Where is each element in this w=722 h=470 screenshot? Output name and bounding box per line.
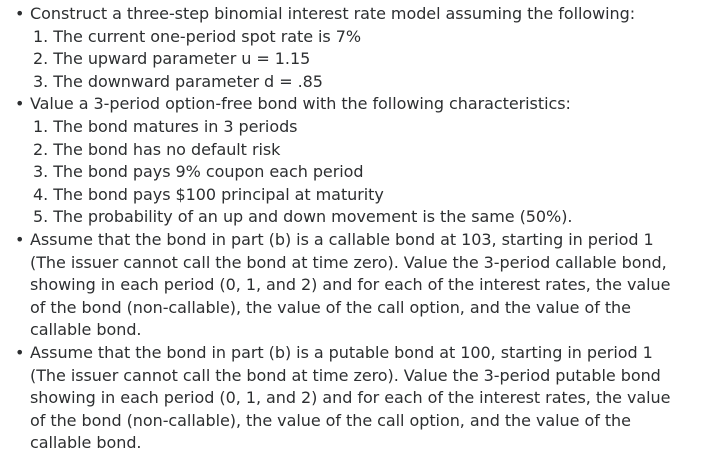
- bond-characteristics-list: [30, 116, 722, 229]
- bullet-text-line: showing in each period (0, 1, and 2) and for each of the interest rates, the value: [30, 388, 671, 408]
- bullet-text-line: callable bond.: [30, 433, 142, 453]
- question-list: [10, 3, 722, 455]
- model-assumptions-list: [30, 26, 722, 94]
- bullet-text-line: • Assume that the bond in part (b) is a callable bond at 103, starting in period 1: [30, 229, 654, 249]
- characteristic-probability: 5. The probability of an up and down movement is the same (50%).: [33, 207, 573, 227]
- characteristic-coupon: 3. The bond pays 9% coupon each period: [33, 162, 364, 182]
- characteristic-maturity: 1. The bond matures in 3 periods: [33, 116, 298, 136]
- characteristic-principal: 4. The bond pays $100 principal at maturity: [33, 184, 384, 204]
- assumption-spot-rate: 1. The current one-period spot rate is 7%: [33, 26, 362, 46]
- bullet-text-line: showing in each period (0, 1, and 2) and for each of the interest rates, the value: [30, 275, 671, 295]
- bullet-text-line: of the bond (non-callable), the value of the call option, and the value of the: [30, 297, 631, 317]
- bullet-binomial-model: [10, 3, 722, 93]
- bullet-putable-bond: [10, 342, 722, 455]
- bullet-text-line: • Value a 3-period option-free bond with the following characteristics:: [30, 94, 571, 114]
- bullet-text-line: (The issuer cannot call the bond at time zero). Value the 3-period callable bond,: [30, 252, 667, 272]
- assumption-up-parameter: 2. The upward parameter u = 1.15: [33, 49, 311, 69]
- bullet-text-line: callable bond.: [30, 320, 142, 340]
- assumption-down-parameter: 3. The downward parameter d = .85: [33, 71, 323, 91]
- bullet-text-line: • Assume that the bond in part (b) is a putable bond at 100, starting in period 1: [30, 342, 653, 362]
- bullet-text-line: (The issuer cannot call the bond at time zero). Value the 3-period putable bond: [30, 365, 661, 385]
- bullet-callable-bond: [10, 229, 722, 342]
- characteristic-default-risk: 2. The bond has no default risk: [33, 139, 281, 159]
- bullet-text-line: • Construct a three-step binomial interest rate model assuming the following:: [30, 4, 636, 23]
- bullet-text-line: of the bond (non-callable), the value of the call option, and the value of the: [30, 410, 631, 430]
- bullet-option-free-bond: [10, 93, 722, 229]
